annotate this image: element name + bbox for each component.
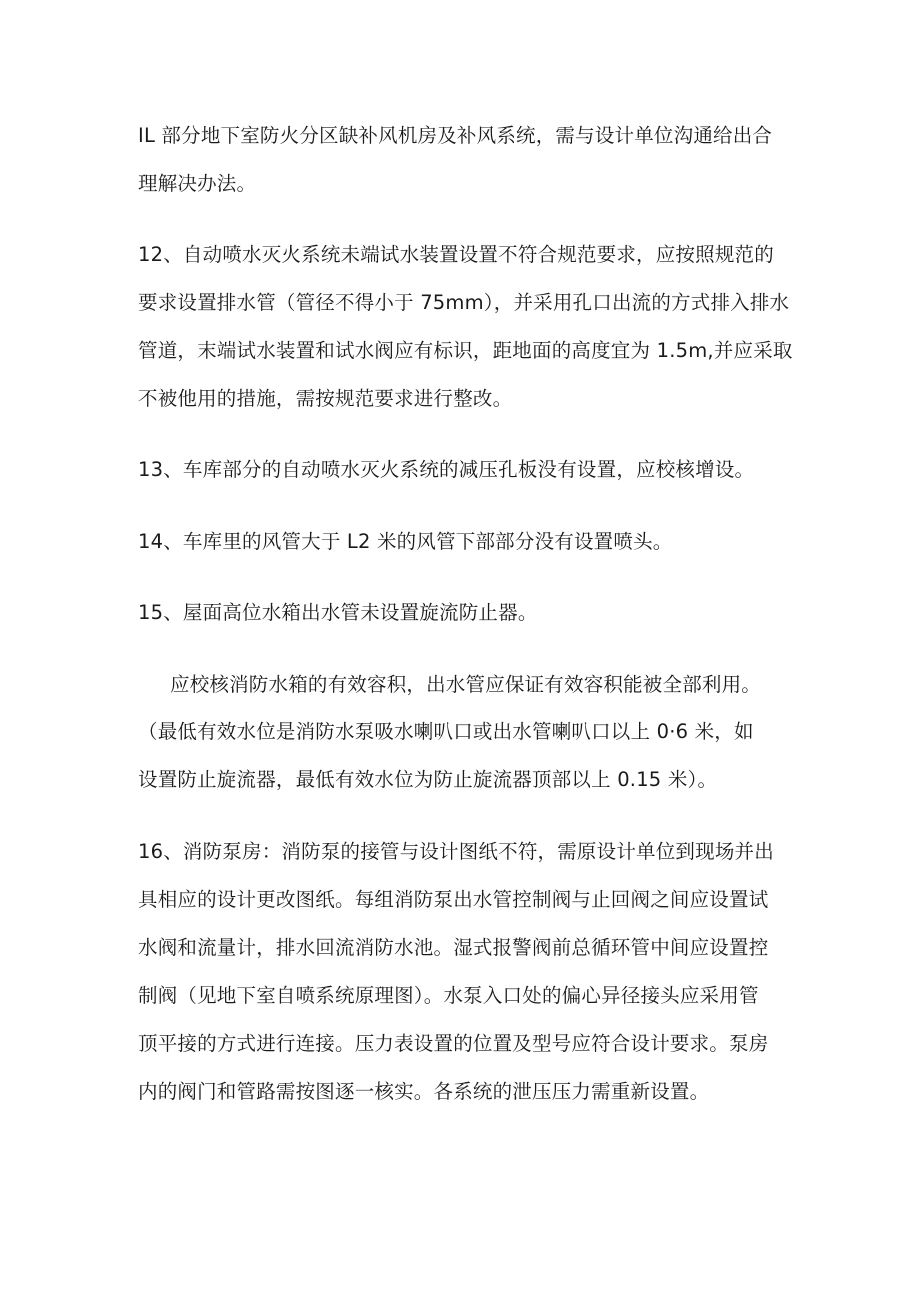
item-12-line-1: 12、自动喷水灭火系统未端试水装置设置不符合规范要求，应按照规范的 (138, 243, 774, 266)
item-16-line-6: 内的阀门和管路需按图逐一核实。各系统的泄压压力需重新设置。 (138, 1080, 710, 1103)
item-15-note-line-1: 应校核消防水箱的有效容积，出水管应保证有效容积能被全部利用。 (170, 673, 762, 696)
item-16-line-4: 制阀（见地下室自喷系统原理图）。水泵入口处的偏心异径接头应采用管 (138, 984, 759, 1007)
item-15-note-line-2: （最低有效水位是消防水泵吸水喇叭口或出水管喇叭口以上 0·6 米，如 (138, 720, 754, 743)
item-12-line-3: 管道，末端试水装置和试水阀应有标识，距地面的高度宜为 1.5m,并应采取 (138, 339, 793, 362)
item-12-line-2: 要求设置排水管（管径不得小于 75mm），并采用孔口出流的方式排入排水 (138, 291, 790, 314)
item-16-line-2: 具相应的设计更改图纸。每组消防泵出水管控制阀与止回阀之间应设置试 (138, 888, 769, 911)
item-13-line-1: 13、车库部分的自动喷水灭火系统的减压孔板没有设置，应校核增设。 (138, 458, 755, 481)
item-16-line-3: 水阀和流量计，排水回流消防水池。湿式报警阀前总循环管中间应设置控 (138, 936, 769, 959)
item-15-line-1: 15、屋面高位水箱出水管未设置旋流防止器。 (138, 601, 538, 624)
item-16-line-5: 顶平接的方式进行连接。压力表设置的位置及型号应符合设计要求。泵房 (138, 1032, 769, 1055)
item-14-line-1: 14、车库里的风管大于 L2 米的风管下部部分没有设置喷头。 (138, 530, 673, 553)
item-15-note-line-3: 设置防止旋流器，最低有效水位为防止旋流器顶部以上 0.15 米）。 (138, 768, 718, 791)
item-12-line-4: 不被他用的措施，需按规范要求进行整改。 (138, 387, 513, 410)
item-16-line-1: 16、消防泵房：消防泵的接管与设计图纸不符，需原设计单位到现场并出 (138, 840, 774, 863)
item-11-line-1: IL 部分地下室防火分区缺补风机房及补风系统，需与设计单位沟通给出合 (138, 124, 773, 147)
item-11-line-2: 理解决办法。 (138, 172, 257, 195)
